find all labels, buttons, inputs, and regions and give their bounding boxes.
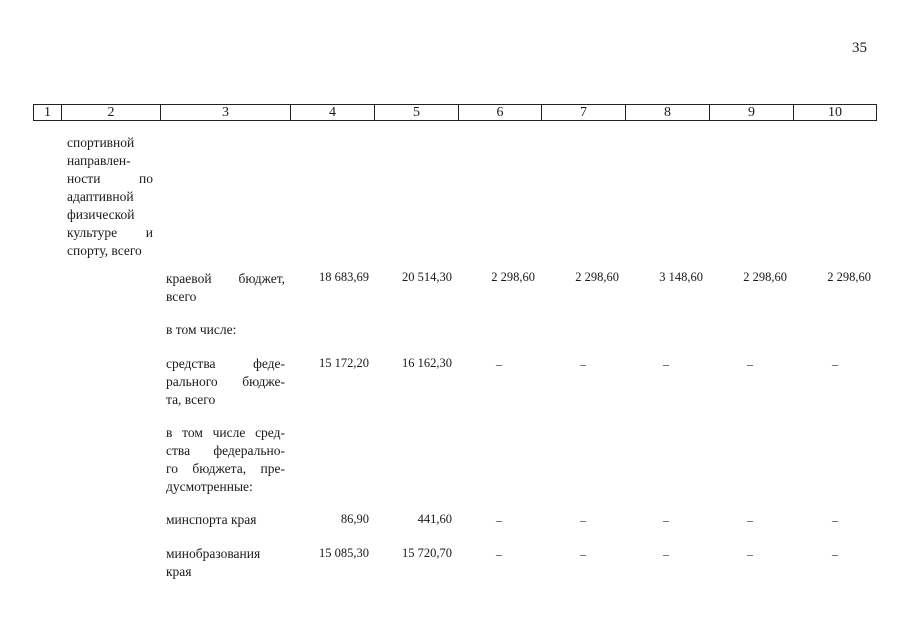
empty-value-dash: –	[496, 513, 502, 527]
value-cell: 2 298,60	[827, 270, 871, 284]
page-number: 35	[852, 40, 867, 56]
empty-value-dash: –	[663, 547, 669, 561]
empty-value-dash: –	[747, 547, 753, 561]
label-line: краевой бюджет,	[166, 271, 285, 286]
empty-value-dash: –	[496, 547, 502, 561]
empty-value-dash: –	[747, 357, 753, 371]
empty-value-dash: –	[580, 513, 586, 527]
label-line: рального бюдже-	[166, 374, 285, 389]
label-line: го бюджета, пре-	[166, 461, 285, 476]
value-cell: 20 514,30	[402, 270, 452, 284]
row-label-including	[166, 321, 285, 339]
header-col-5: 5	[375, 105, 459, 121]
empty-value-dash: –	[580, 547, 586, 561]
label-line: в том числе сред-	[166, 425, 285, 440]
label-line: ства федерально-	[166, 443, 285, 458]
row-label-regional-budget	[166, 270, 285, 306]
description-line: физической	[67, 207, 135, 222]
value-cell: 16 162,30	[402, 356, 452, 370]
header-col-4: 4	[291, 105, 375, 121]
value-cell: 3 148,60	[659, 270, 703, 284]
value-cell: 2 298,60	[743, 270, 787, 284]
value-cell: 441,60	[417, 512, 452, 526]
header-col-3: 3	[161, 105, 291, 121]
description-line: направлен-	[67, 153, 131, 168]
label-line: дусмотренные:	[166, 479, 253, 494]
empty-value-dash: –	[832, 513, 838, 527]
row-label-federal-funds	[166, 355, 285, 409]
row-label-ministry-sport	[166, 511, 285, 529]
empty-value-dash: –	[496, 357, 502, 371]
empty-value-dash: –	[832, 547, 838, 561]
description-line: адаптивной	[67, 189, 134, 204]
header-col-2: 2	[62, 105, 161, 121]
header-col-7: 7	[542, 105, 626, 121]
label-line: минобразования	[166, 546, 261, 561]
value-cell: 86,90	[340, 512, 369, 526]
description-line: ности по	[67, 171, 153, 186]
row-label-ministry-education	[166, 545, 285, 581]
label-line: в том числе:	[166, 322, 237, 337]
empty-value-dash: –	[747, 513, 753, 527]
description-line: спортивной	[67, 135, 135, 150]
empty-value-dash: –	[580, 357, 586, 371]
empty-value-dash: –	[832, 357, 838, 371]
header-col-6: 6	[459, 105, 542, 121]
header-col-10: 10	[794, 105, 877, 121]
value-cell: 15 085,30	[319, 546, 369, 560]
value-cell: 18 683,69	[319, 270, 369, 284]
value-cell: 15 720,70	[402, 546, 452, 560]
description-line: спорту, всего	[67, 243, 142, 258]
value-cell: 2 298,60	[575, 270, 619, 284]
column-number-header	[33, 104, 877, 121]
label-line: всего	[166, 289, 197, 304]
header-col-8: 8	[626, 105, 710, 121]
label-line: края	[166, 564, 192, 579]
empty-value-dash: –	[663, 513, 669, 527]
label-line: та, всего	[166, 392, 216, 407]
row-label-federal-provided	[166, 424, 285, 496]
program-description	[67, 134, 153, 260]
header-col-1: 1	[34, 105, 62, 121]
value-cell: 15 172,20	[319, 356, 369, 370]
description-line: культуре и	[67, 225, 153, 240]
label-line: минспорта края	[166, 512, 257, 527]
label-line: средства феде-	[166, 356, 285, 371]
value-cell: 2 298,60	[491, 270, 535, 284]
empty-value-dash: –	[663, 357, 669, 371]
header-col-9: 9	[710, 105, 794, 121]
